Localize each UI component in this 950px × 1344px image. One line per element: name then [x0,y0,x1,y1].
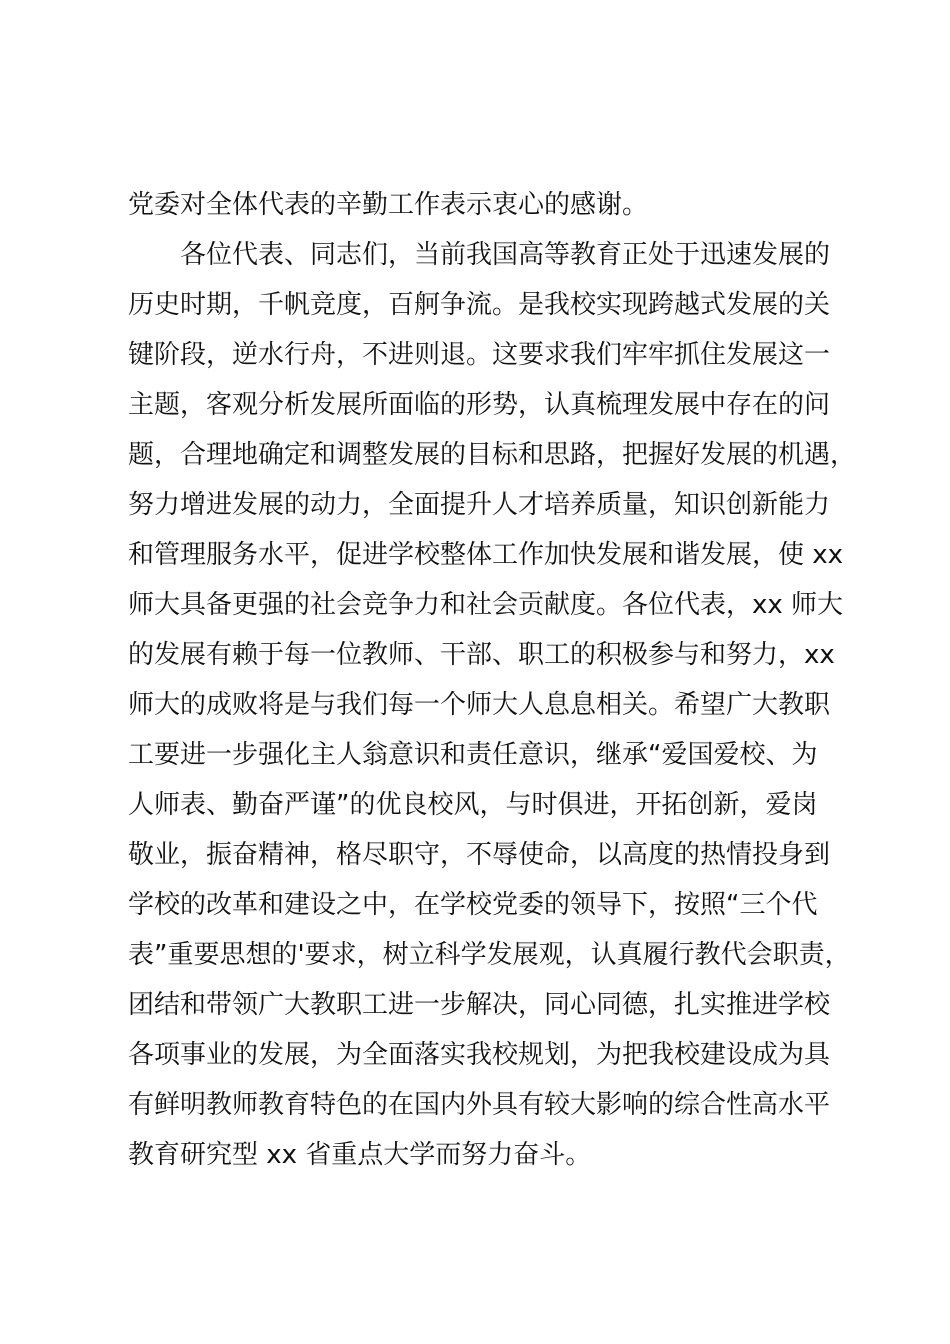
text-line: 主题，客观分析发展所面临的形势，认真梳理发展中存在的问 [128,390,831,420]
text-line: 努力增进发展的动力，全面提升人才培养质量，知识创新能力 [128,490,831,520]
text-line: 和管理服务水平，促进学校整体工作加快发展和谐发展，使 xx [128,540,844,570]
text-line: 人师表、勤奋严谨”的优良校风，与时俱进，开拓创新，爱岗 [128,790,818,820]
text-line: 表”重要思想的'要求，树立科学发展观，认真履行教代会职责， [128,940,851,970]
text-line: 敬业，振奋精神，格尽职守，不辱使命，以高度的热情投身到 [128,840,831,870]
text-line: 历史时期，千帆竞度，百舸争流。是我校实现跨越式发展的关 [128,290,831,320]
text-line: 各位代表、同志们，当前我国高等教育正处于迅速发展的 [128,240,831,270]
text-line: 的发展有赖于每一位教师、干部、职工的积极参与和努力，xx [128,640,835,670]
text-line: 题，合理地确定和调整发展的目标和思路，把握好发展的机遇， [128,440,857,470]
text-line: 团结和带领广大教职工进一步解决，同心同德，扎实推进学校 [128,990,831,1020]
text-line: 有鲜明教师教育特色的在国内外具有较大影响的综合性高水平 [128,1090,831,1120]
text-line: 工要进一步强化主人翁意识和责任意识，继承“爱国爱校、为 [128,740,818,770]
document-body [128,180,858,1180]
text-line: 键阶段，逆水行舟，不进则退。这要求我们牢牢抓住发展这一 [128,340,831,370]
text-line: 学校的改革和建设之中，在学校党委的领导下，按照“三个代 [128,890,818,920]
text-line: 教育研究型 xx 省重点大学而努力奋斗。 [128,1140,592,1170]
text-line: 党委对全体代表的辛勤工作表示衷心的感谢。 [128,190,649,220]
text-line: 师大的成败将是与我们每一个师大人息息相关。希望广大教职 [128,690,831,720]
text-line: 师大具备更强的社会竞争力和社会贡献度。各位代表，xx 师大 [128,590,844,620]
text-line: 各项事业的发展，为全面落实我校规划，为把我校建设成为具 [128,1040,831,1070]
